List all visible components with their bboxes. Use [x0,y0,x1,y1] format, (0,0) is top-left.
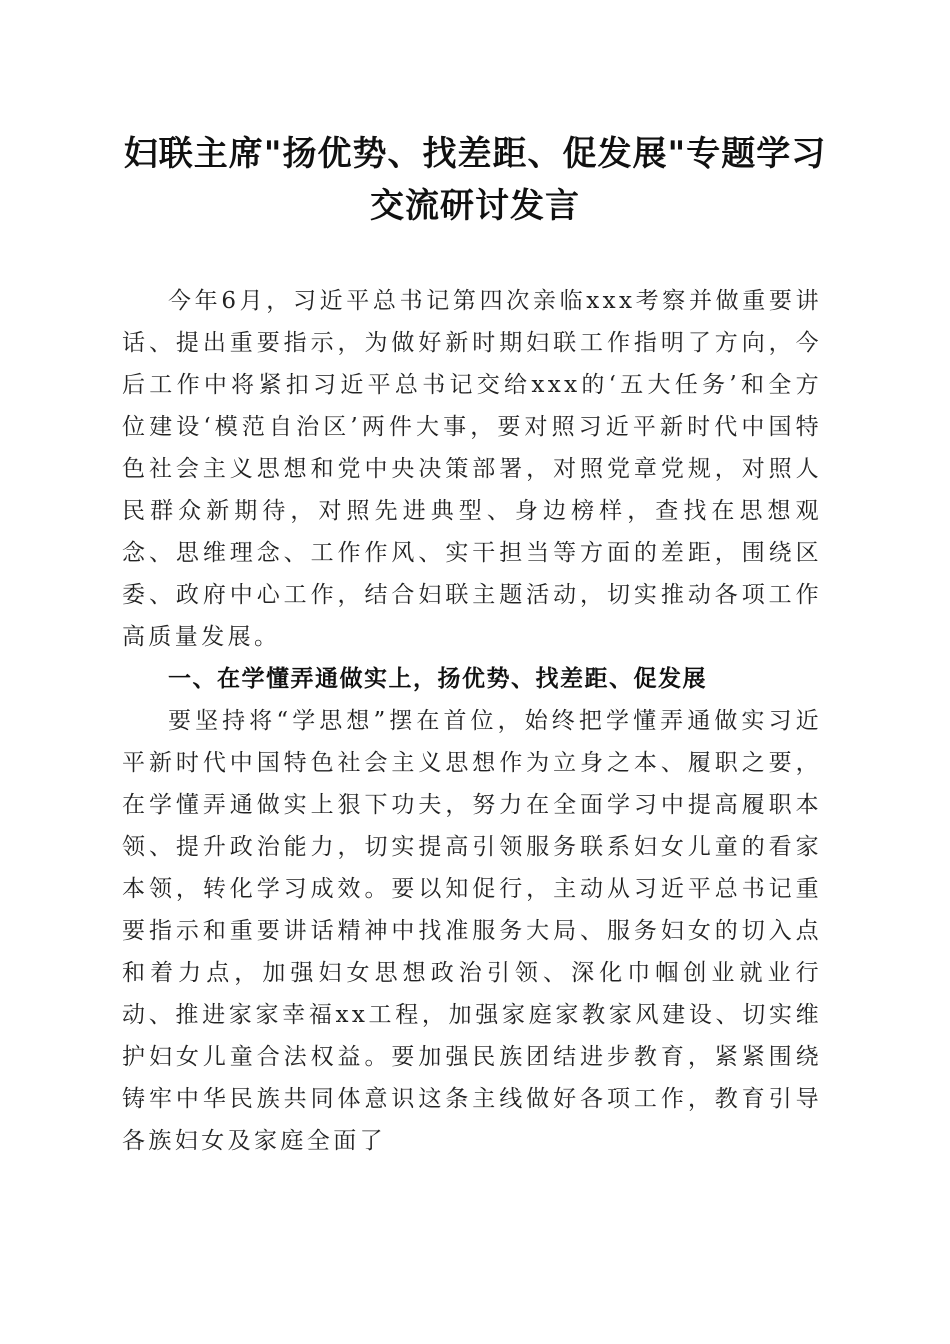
paragraph-intro: 今年6月，习近平总书记第四次亲临xxx考察并做重要讲话、提出重要指示，为做好新时期妇联工作指明了方向，今后工作中将紧扣习近平总书记交给xxx的‘五大任务’和全方位建设‘模范自治区’两件大事，要对照习近平新时代中国特色社会主义思想和党中央决策部署，对照党章党规，对照人民群众新期待，对照先进典型、身边榜样，查找在思想观念、思维理念、工作作风、实干担当等方面的差距，围绕区委、政府中心工作，结合妇联主题活动，切实推动各项工作高质量发展。 [122,288,822,650]
paragraph-section-1: 要坚持将“学思想”摆在首位，始终把学懂弄通做实习近平新时代中国特色社会主义思想作为立身之本、履职之要，在学懂弄通做实上狠下功夫，努力在全面学习中提高履职本领、提升政治能力，切实提高引领服务联系妇女儿童的看家本领，转化学习成效。要以知促行，主动从习近平总书记重要指示和重要讲话精神中找准服务大局、服务妇女的切入点和着力点，加强妇女思想政治引领、深化巾帼创业就业行动、推进家家幸福xx工程，加强家庭家教家风建设、切实维护妇女儿童合法权益。要加强民族团结进步教育，紧紧围绕铸牢中华民族共同体意识这条主线做好各项工作，教育引导各族妇女及家庭全面了 [122,708,822,1154]
document-body [122,280,822,1162]
document-title: 妇联主席"扬优势、找差距、促发展"专题学习交流研讨发言 [123,134,827,226]
section-heading-1: 一、在学懂弄通做实上，扬优势、找差距、促发展 [168,666,707,692]
